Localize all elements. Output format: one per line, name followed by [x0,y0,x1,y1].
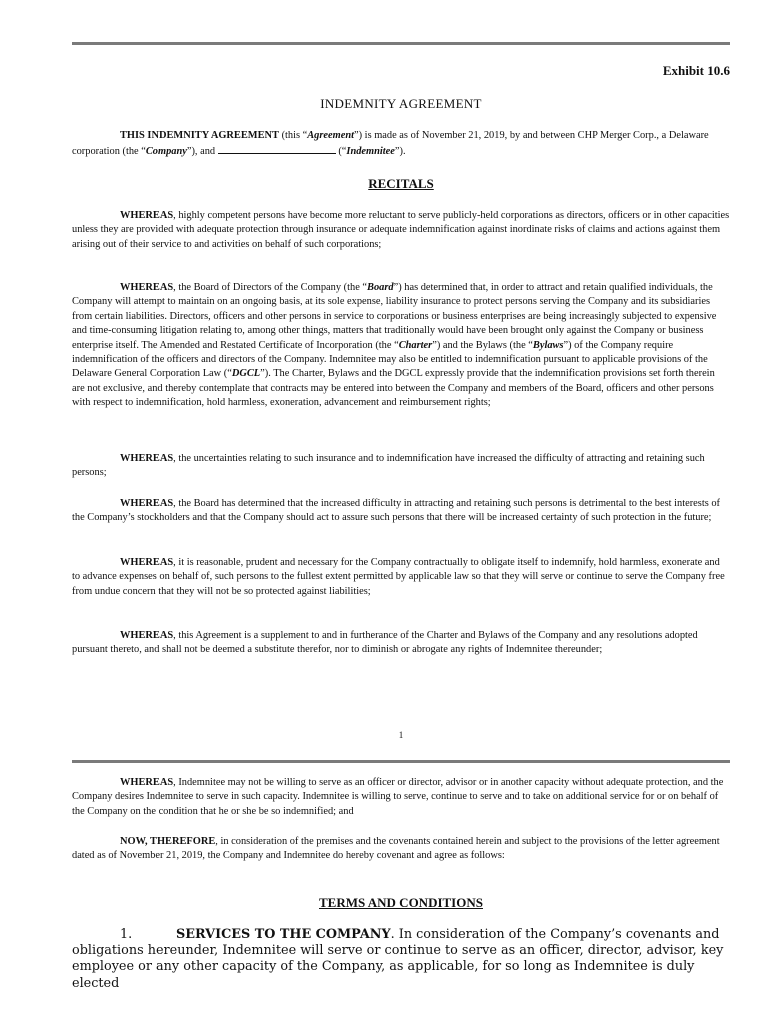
section-1-paragraph: 1. SERVICES TO THE COMPANY. In consideration of the Company’s covenants and obligations hereunder, Indemnitee will serve or continue to serve as an officer, director, advisor, key employee or any other capacity of the Company, as applicable, for so long as Indemnitee is duly elected [72,927,724,991]
recitals-heading: RECITALS [368,176,434,191]
bylaws-term: Bylaws [532,339,564,351]
recital-paragraph-7: WHEREAS, Indemnitee may not be willing to serve as an officer or director, advisor or in another capacity without adequate protection, and the Company desires Indemnitee to serve in such capacity. Indemnitee is willing to serve, continue to serve and to take on additional service for or on behalf of the Company on the condition that he or she be so indemnified; and [72,777,724,817]
top-rule [72,42,730,45]
recital-paragraph-5: WHEREAS, it is reasonable, prudent and necessary for the Company contractually to obligate itself to indemnify, hold harmless, exonerate and to advance expenses on behalf of, such persons to the fullest extent permitted by applicable law so that they will serve or continue to serve the Company free from undue concern that they will not be so protected against liabilities; [72,557,725,597]
charter-term: Charter [398,339,433,351]
recital-paragraph-3: WHEREAS, the uncertainties relating to such insurance and to indemnification have increased the difficulty of attracting and retaining such persons; [72,453,705,479]
section-1-number: 1. [120,927,133,942]
intro-lead: THIS INDEMNITY AGREEMENT [120,130,279,141]
page-number: 1 [398,730,404,740]
document-title: INDEMNITY AGREEMENT [320,96,482,111]
indemnitee-term: Indemnitee [346,146,395,158]
recital-paragraph-4: WHEREAS, the Board has determined that the increased difficulty in attracting and retaining such persons is detrimental to the best interests of the Company’s stockholders and that the Company should act to assure such persons that there will be increased certainty of such protection in the future; [72,498,721,524]
now-therefore-lead: NOW, THEREFORE [120,836,216,847]
recital-paragraph-2: WHEREAS, the Board of Directors of the Company (the “Board”) has determined that, in order to attract and retain qualified individuals, the Company will attempt to maintain on an ongoing basis, at its sole expense, liability insurance to protect persons serving the Company and its subsidiaries from certain liabilities. Directors, officers and other persons in service to corporations or business enterprises are being increasingly subjected to expensive and time-consuming litigation relating to, among other things, matters that traditionally would have been brought only against the Company or business enterprise itself. The Amended and Restated Certificate of Incorporation (the “Charter”) and the Bylaws (the “Bylaws”) of the Company require indemnification of the officers and directors of the Company. Indemnitee may also be entitled to indemnification pursuant to applicable provisions of the Delaware General Corporation Law (“DGCL”). The Charter, Bylaws and the DGCL expressly provide that the indemnification provisions set forth therein are not exclusive, and thereby contemplate that contracts may be entered into between the Company and members of the Board, officers and other persons with respect to indemnification, hold harmless, exoneration, advancement and reimbursement rights; [72,282,717,409]
company-term: Company [145,146,187,158]
exhibit-label: Exhibit 10.6 [662,63,730,78]
section-1-title: SERVICES TO THE COMPANY [176,927,391,942]
now-therefore-paragraph: NOW, THEREFORE, in consideration of the premises and the covenants contained herein and subject to the provisions of the letter agreement dated as of November 21, 2019, the Company and Indemnitee do hereby covenant and agree as follows: [72,836,720,862]
terms-heading: TERMS AND CONDITIONS [319,895,483,910]
dgcl-term: DGCL [231,368,261,380]
board-term: Board [367,282,394,293]
indemnitee-blank-line [218,143,336,154]
intro-paragraph: THIS INDEMNITY AGREEMENT (this “Agreement”) is made as of November 21, 2019, by and between CHP Merger Corp., a Delaware corporation (the “Company”), and (“Indemnitee”). [72,130,709,158]
agreement-term: Agreement [307,130,355,141]
page-break-rule [72,760,730,763]
recital-paragraph-6: WHEREAS, this Agreement is a supplement to and in furtherance of the Charter and Bylaws of the Company and any resolutions adopted pursuant thereto, and shall not be deemed a substitute therefor, nor to diminish or abrogate any rights of Indemnitee thereunder; [72,630,698,656]
recital-paragraph-1: WHEREAS, highly competent persons have become more reluctant to serve publicly-held corporations as directors, officers or in other capacities unless they are provided with adequate protection through insurance or adequate indemnification against inordinate risks of claims and actions against them arising out of their service to and activities on behalf of such corporations; [72,210,730,250]
